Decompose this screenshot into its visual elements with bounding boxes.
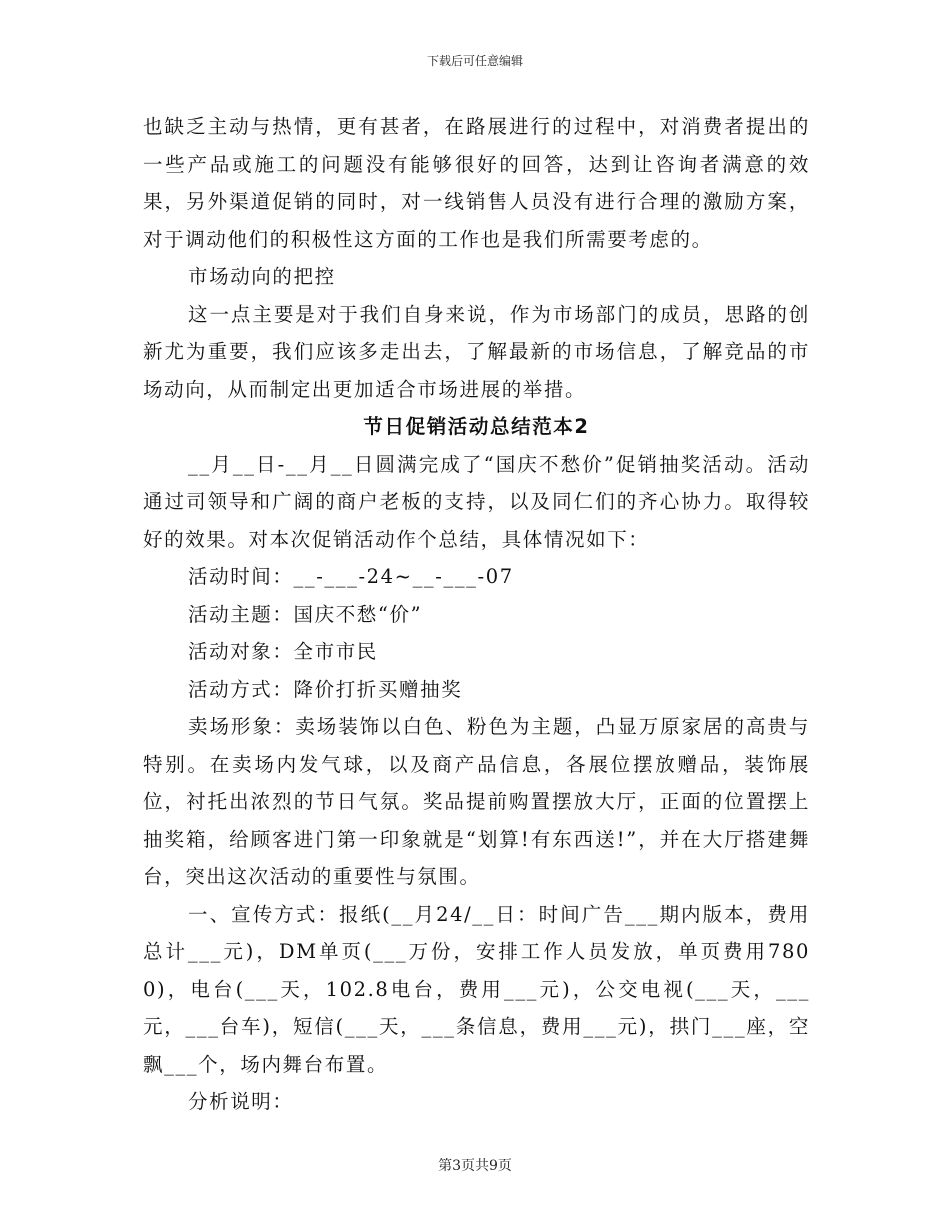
section-title: 节日促销活动总结范本2: [363, 415, 590, 438]
activity-method: 活动方式：降价打折买赠抽奖: [188, 677, 463, 701]
paragraph-intro: __月__日-__月__日圆满完成了“国庆不愁价”促销抽奖活动。活动通过司领导和广阔的商户老板的支持，以及同仁们的齐心协力。取得较好的效果。对本次促销活动作个总结，具体情况如下：: [143, 452, 810, 551]
page-footer: 第3页共9页: [438, 1158, 512, 1174]
activity-time: 活动时间：__-___-24~__-___-07: [188, 565, 514, 588]
activity-target: 活动对象：全市市民: [188, 640, 378, 663]
document-body: [143, 108, 810, 1121]
activity-theme: 活动主题：国庆不愁“价”: [188, 602, 423, 626]
analysis-heading: 分析说明：: [188, 1090, 294, 1113]
heading-market-trend: 市场动向的把控: [188, 265, 336, 288]
page-header: 下载后可任意编辑: [426, 54, 523, 68]
paragraph-market-trend: 这一点主要是对于我们自身来说，作为市场部门的成员，思路的创新尤为重要，我们应该多走出去，了解最新的市场信息，了解竞品的市场动向，从而制定出更加适合市场进展的举措。: [143, 302, 810, 401]
paragraph-store-image: 卖场形象：卖场装饰以白色、粉色为主题，凸显万原家居的高贵与特别。在卖场内发气球，以及商产品信息，各展位摆放赠品，装饰展位，衬托出浓烈的节日气氛。奖品提前购置摆放大厅，正面的位置摆上抽奖箱，给顾客进门第一印象就是“划算!有东西送!”，并在大厅搭建舞台，突出这次活动的重要性与氛围。: [143, 715, 810, 888]
paragraph-incentive: 也缺乏主动与热情，更有甚者，在路展进行的过程中，对消费者提出的一些产品或施工的问题没有能够很好的回答，达到让咨询者满意的效果，另外渠道促销的同时，对一线销售人员没有进行合理的激励方案，对于调动他们的积极性这方面的工作也是我们所需要考虑的。: [143, 115, 810, 251]
paragraph-promotion: 一、宣传方式：报纸(__月24/__日：时间广告___期内版本，费用总计___元)，DM单页(___万份，安排工作人员发放，单页费用7800)，电台(___天，102.8电台，费用___元)，公交电视(___天，___元，___台车)，短信(___天，___条信息，费用___元)，拱门___座，空飘___个，场内舞台布置。: [143, 902, 810, 1076]
